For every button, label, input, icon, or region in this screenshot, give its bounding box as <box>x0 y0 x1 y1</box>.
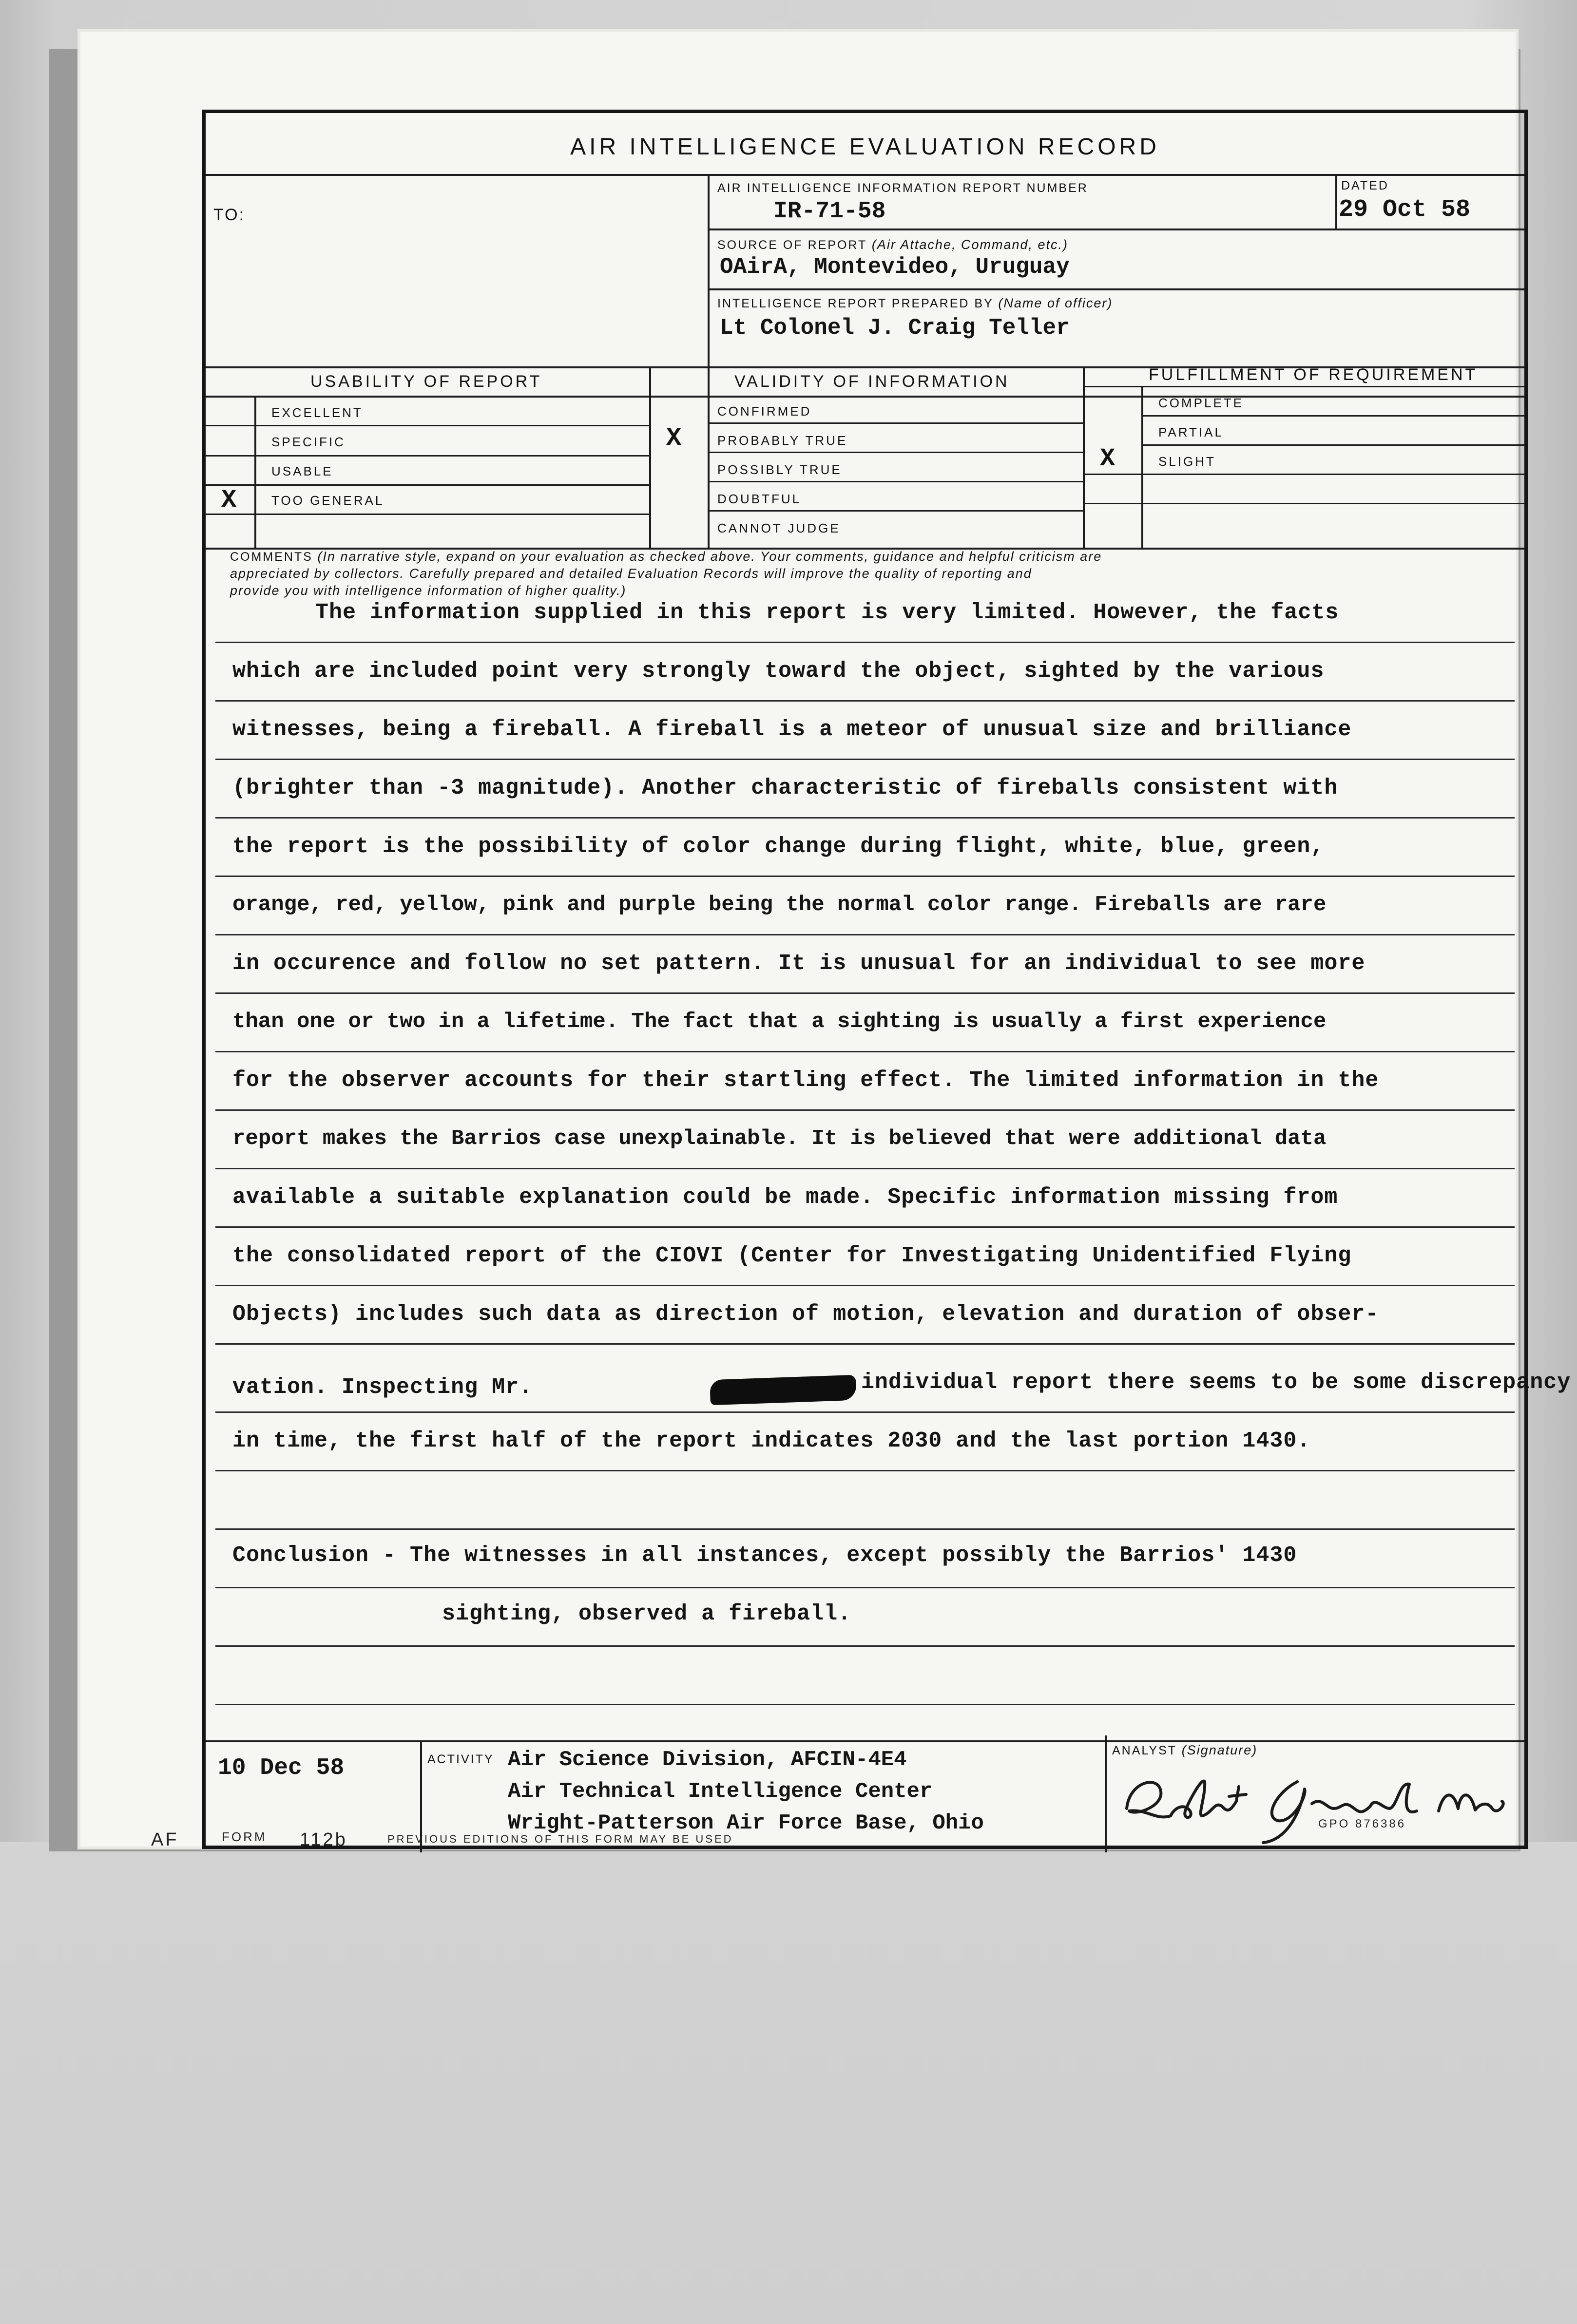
report-number-label: AIR INTELLIGENCE INFORMATION REPORT NUMBER <box>717 181 1088 195</box>
evaluation-date: 10 Dec 58 <box>218 1755 345 1781</box>
comment-line-15: in time, the first half of the report indicates 2030 and the last portion 1430. <box>232 1429 1311 1453</box>
comments-label-row <box>230 549 1102 564</box>
analyst-label-row <box>1112 1743 1257 1758</box>
ruled-line <box>215 1051 1515 1052</box>
fulfillment-check-mark: X <box>1100 444 1115 473</box>
ruled-line <box>215 876 1515 877</box>
activity-line-2: Air Technical Intelligence Center <box>508 1779 933 1804</box>
divider <box>1335 174 1337 229</box>
ruled-line <box>215 1168 1515 1169</box>
validity-header: VALIDITY OF INFORMATION <box>734 372 1010 391</box>
ruled-line <box>215 1704 1515 1705</box>
validity-option-doubtful: DOUBTFUL <box>717 492 802 506</box>
prepared-by-value: Lt Colonel J. Craig Teller <box>720 315 1070 341</box>
comment-line-13: Objects) includes such data as direction of motion, elevation and duration of obser- <box>232 1302 1379 1327</box>
ruled-line <box>215 1226 1515 1228</box>
activity-line-1: Air Science Division, AFCIN-4E4 <box>508 1748 907 1772</box>
comment-line-2: which are included point very strongly toward the object, sighted by the various <box>232 659 1325 684</box>
divider <box>1083 503 1524 504</box>
comment-line-12: the consolidated report of the CIOVI (Center for Investigating Unidentified Flying <box>232 1243 1352 1268</box>
ruled-line <box>215 817 1515 819</box>
ruled-line <box>215 642 1515 643</box>
activity-label: ACTIVITY <box>427 1753 494 1766</box>
validity-check-mark: X <box>666 424 682 453</box>
prepared-by-label: INTELLIGENCE REPORT PREPARED BY <box>717 297 994 310</box>
gpo-code: GPO 876386 <box>1318 1817 1406 1830</box>
comments-instructions-3: provide you with intelligence information of higher quality.) <box>230 583 627 598</box>
divider <box>206 455 649 457</box>
ruled-line <box>215 700 1515 702</box>
divider <box>708 288 1524 290</box>
form-id-form: FORM <box>222 1829 267 1844</box>
usability-option-excellent: EXCELLENT <box>271 405 363 420</box>
comment-line-3: witnesses, being a fireball. A fireball is a meteor of unusual size and brilliance <box>232 717 1352 742</box>
usability-option-usable: USABLE <box>271 464 333 478</box>
source-label-row <box>717 237 1068 252</box>
analyst-label: ANALYST <box>1112 1744 1177 1757</box>
divider <box>206 514 649 515</box>
fulfillment-option-complete: COMPLETE <box>1158 396 1244 410</box>
ruled-line <box>215 1587 1515 1588</box>
divider <box>708 366 710 548</box>
divider <box>206 1740 1524 1742</box>
divider <box>1083 366 1085 548</box>
comment-line-14b: individual report there seems to be some discrepancy <box>861 1370 1571 1395</box>
divider <box>206 396 1524 398</box>
previous-editions-note: PREVIOUS EDITIONS OF THIS FORM MAY BE USED <box>387 1833 733 1845</box>
divider <box>1083 386 1524 387</box>
comment-line-14a: vation. Inspecting Mr. <box>232 1375 533 1400</box>
comments-instructions-1: (In narrative style, expand on your evaluation as checked above. Your comments, guidance and helpful criticism are <box>317 549 1102 564</box>
comment-line-6: orange, red, yellow, pink and purple being the normal color range. Fireballs are rare <box>232 893 1327 917</box>
prepared-by-hint: (Name of officer) <box>998 296 1113 310</box>
ruled-line <box>215 1528 1515 1530</box>
divider <box>708 229 1524 230</box>
divider <box>254 396 256 548</box>
ruled-line <box>215 1343 1515 1345</box>
ruled-line <box>215 1411 1515 1413</box>
form-title: AIR INTELLIGENCE EVALUATION RECORD <box>570 134 1160 160</box>
ruled-line <box>215 1470 1515 1471</box>
validity-option-probably-true: PROBABLY TRUE <box>717 433 848 448</box>
comment-line-9: for the observer accounts for their startling effect. The limited information in the <box>232 1068 1379 1093</box>
dated-label: DATED <box>1341 179 1389 192</box>
divider <box>206 425 649 426</box>
source-label: SOURCE OF REPORT <box>717 238 867 252</box>
comment-line-1: The information supplied in this report is very limited. However, the facts <box>315 600 1339 625</box>
usability-check-mark: X <box>221 486 237 514</box>
ruled-line <box>215 759 1515 760</box>
analyst-hint: (Signature) <box>1181 1743 1258 1757</box>
divider <box>708 452 1083 453</box>
divider <box>1141 444 1524 446</box>
comment-line-4: (brighter than -3 magnitude). Another characteristic of fireballs consistent with <box>232 776 1338 800</box>
divider <box>1083 474 1524 475</box>
divider <box>708 510 1083 512</box>
divider <box>1141 386 1143 548</box>
validity-option-possibly-true: POSSIBLY TRUE <box>717 462 842 477</box>
comments-instructions-2: appreciated by collectors. Carefully prepared and detailed Evaluation Records will improve the quality of reporting and <box>230 566 1032 581</box>
conclusion-line-2: sighting, observed a fireball. <box>442 1601 852 1626</box>
comment-line-11: available a suitable explanation could be made. Specific information missing from <box>232 1185 1338 1210</box>
to-label: TO: <box>213 206 246 224</box>
form-paper <box>80 32 1571 1850</box>
ruled-line <box>215 1645 1515 1647</box>
divider <box>1105 1735 1107 1852</box>
comments-label: COMMENTS <box>230 550 313 564</box>
comment-line-5: the report is the possibility of color change during flight, white, blue, green, <box>232 834 1325 859</box>
validity-option-cannot-judge: CANNOT JUDGE <box>717 521 841 535</box>
evaluation-form <box>202 110 1571 1849</box>
divider <box>206 174 1524 176</box>
form-id-af: AF <box>151 1829 179 1850</box>
divider <box>708 422 1083 424</box>
comment-line-10: report makes the Barrios case unexplainable. It is believed that were additional data <box>232 1126 1327 1151</box>
usability-header: USABILITY OF REPORT <box>310 372 542 391</box>
fulfillment-option-partial: PARTIAL <box>1158 425 1224 439</box>
divider <box>206 484 649 486</box>
conclusion-line: Conclusion - The witnesses in all instances, except possibly the Barrios' 1430 <box>232 1543 1297 1568</box>
usability-option-too-general: TOO GENERAL <box>271 493 385 508</box>
usability-option-specific: SPECIFIC <box>271 435 346 449</box>
source-hint: (Air Attache, Command, etc.) <box>871 237 1069 252</box>
report-number-value: IR-71-58 <box>773 198 886 225</box>
prepared-by-label-row <box>717 296 1113 311</box>
ruled-line <box>215 1109 1515 1111</box>
fulfillment-option-slight: SLIGHT <box>1158 454 1216 469</box>
validity-option-confirmed: CONFIRMED <box>717 404 812 419</box>
divider <box>708 174 710 366</box>
divider <box>649 366 651 548</box>
divider <box>1141 415 1524 417</box>
analyst-signature <box>1117 1762 1517 1845</box>
dated-value: 29 Oct 58 <box>1339 196 1471 224</box>
source-value: OAirA, Montevideo, Uruguay <box>720 254 1070 280</box>
signature-scrawl <box>1117 1762 1517 1845</box>
divider <box>708 481 1083 482</box>
comment-line-7: in occurence and follow no set pattern. It is unusual for an individual to see more <box>232 951 1365 976</box>
form-id-number: 112b <box>300 1829 347 1850</box>
activity-line-3: Wright-Patterson Air Force Base, Ohio <box>508 1811 984 1835</box>
fulfillment-header: FULFILLMENT OF REQUIREMENT <box>1149 365 1478 384</box>
ruled-line <box>215 1285 1515 1286</box>
comment-line-8: than one or two in a lifetime. The fact that a sighting is usually a first experience <box>232 1010 1327 1034</box>
ruled-line <box>215 992 1515 994</box>
redaction-mark <box>710 1375 857 1405</box>
ruled-line <box>215 934 1515 935</box>
